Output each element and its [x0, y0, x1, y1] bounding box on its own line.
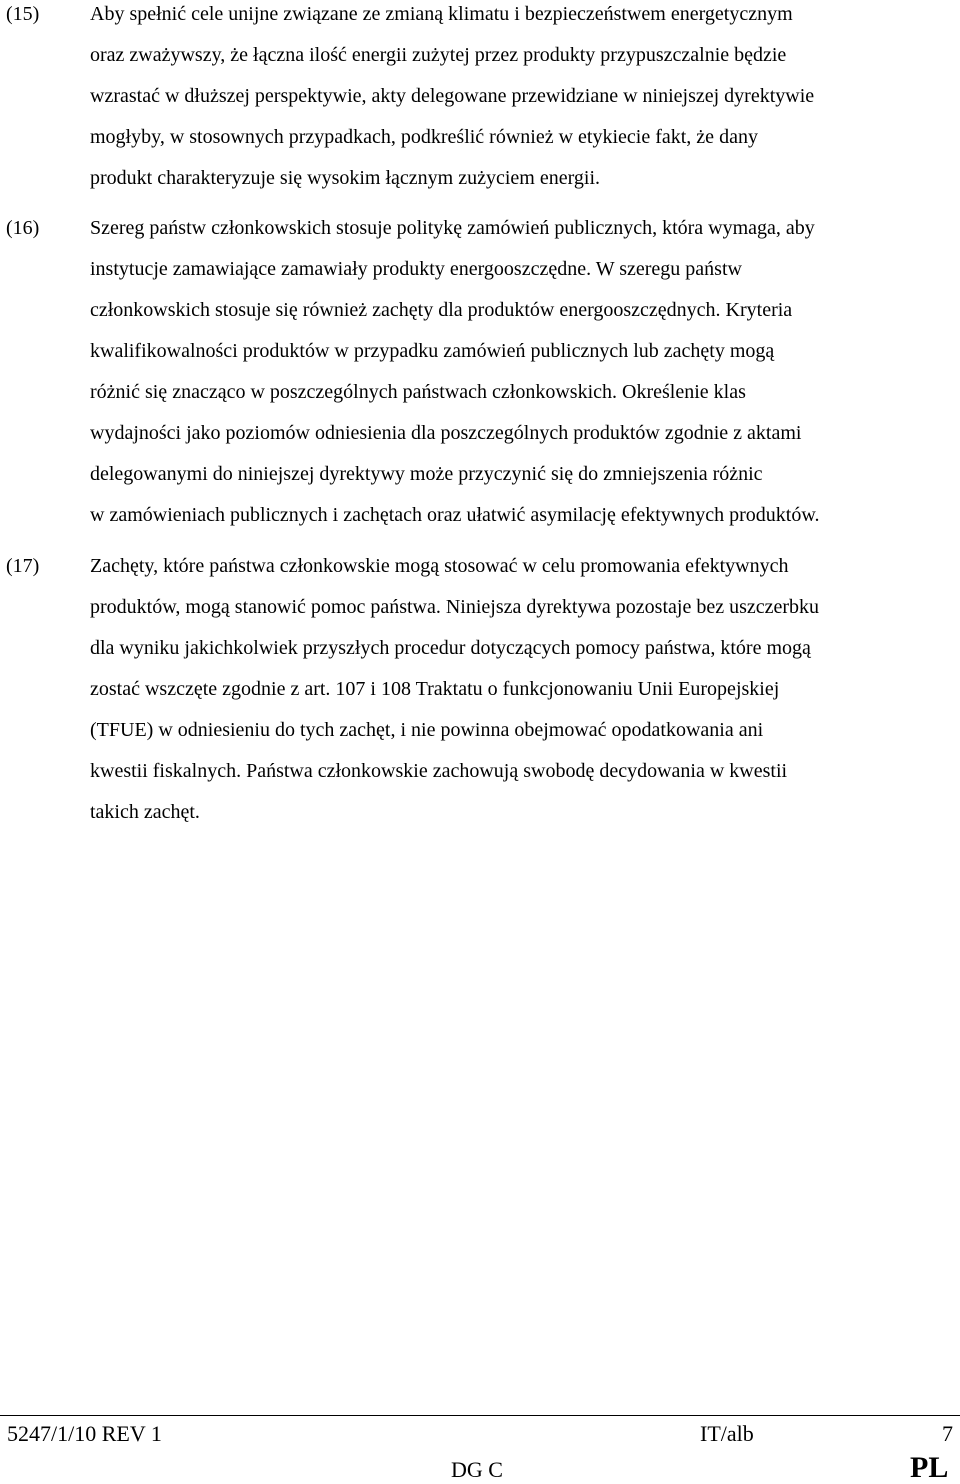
recital-text — [90, 546, 958, 833]
text-line: Szereg państw członkowskich stosuje politykę zamówień publicznych, która wymaga, aby — [90, 217, 815, 239]
footer-divider — [0, 1415, 960, 1416]
text-line: mogłyby, w stosownych przypadkach, podkreślić również w etykiecie fakt, że dany — [90, 126, 758, 148]
text-line: Zachęty, które państwa członkowskie mogą stosować w celu promowania efektywnych — [90, 555, 789, 577]
text-line: dla wyniku jakichkolwiek przyszłych procedur dotyczących pomocy państwa, które mogą — [90, 637, 811, 659]
directorate-general: DG C — [451, 1457, 503, 1482]
text-line: wzrastać w dłuższej perspektywie, akty delegowane przewidziane w niniejszej dyrektywie — [90, 85, 815, 107]
text-line: Aby spełnić cele unijne związane ze zmianą klimatu i bezpieczeństwem energetycznym — [90, 3, 793, 25]
recital-number: (15) — [6, 3, 40, 25]
department-code: IT/alb — [700, 1421, 754, 1446]
recital-text — [90, 0, 958, 199]
text-line: kwestii fiskalnych. Państwa członkowskie zachowują swobodę decydowania w kwestii — [90, 760, 788, 782]
document-reference: 5247/1/10 REV 1 — [7, 1421, 162, 1446]
language-code: PL — [910, 1451, 949, 1484]
recital-number: (17) — [6, 555, 40, 577]
text-line: zostać wszczęte zgodnie z art. 107 i 108 Traktatu o funkcjonowaniu Unii Europejskiej — [90, 678, 780, 700]
text-line: różnić się znacząco w poszczególnych państwach członkowskich. Określenie klas — [90, 381, 746, 403]
text-line: wydajności jako poziomów odniesienia dla poszczególnych produktów zgodnie z aktami — [90, 422, 802, 444]
text-line: delegowanymi do niniejszej dyrektywy może przyczynić się do zmniejszenia różnic — [90, 463, 763, 485]
text-line: członkowskich stosuje się również zachęty dla produktów energooszczędnych. Kryteria — [90, 299, 793, 321]
recital-number: (16) — [6, 217, 40, 239]
page-number: 7 — [942, 1421, 953, 1446]
text-line: (TFUE) w odniesieniu do tych zachęt, i nie powinna obejmować opodatkowania ani — [90, 719, 764, 741]
text-line: takich zachęt. — [90, 801, 200, 823]
text-line: produktów, mogą stanowić pomoc państwa. Niniejsza dyrektywa pozostaje bez uszczerbku — [90, 596, 820, 618]
text-line: produkt charakteryzuje się wysokim łącznym zużyciem energii. — [90, 167, 600, 189]
text-line: oraz zważywszy, że łączna ilość energii zużytej przez produkty przypuszczalnie będzie — [90, 44, 787, 66]
recital-text — [90, 208, 958, 536]
text-line: w zamówieniach publicznych i zachętach oraz ułatwić asymilację efektywnych produktów. — [90, 504, 820, 526]
text-line: instytucje zamawiające zamawiały produkty energooszczędne. W szeregu państw — [90, 258, 742, 280]
text-line: kwalifikowalności produktów w przypadku zamówień publicznych lub zachęty mogą — [90, 340, 775, 362]
